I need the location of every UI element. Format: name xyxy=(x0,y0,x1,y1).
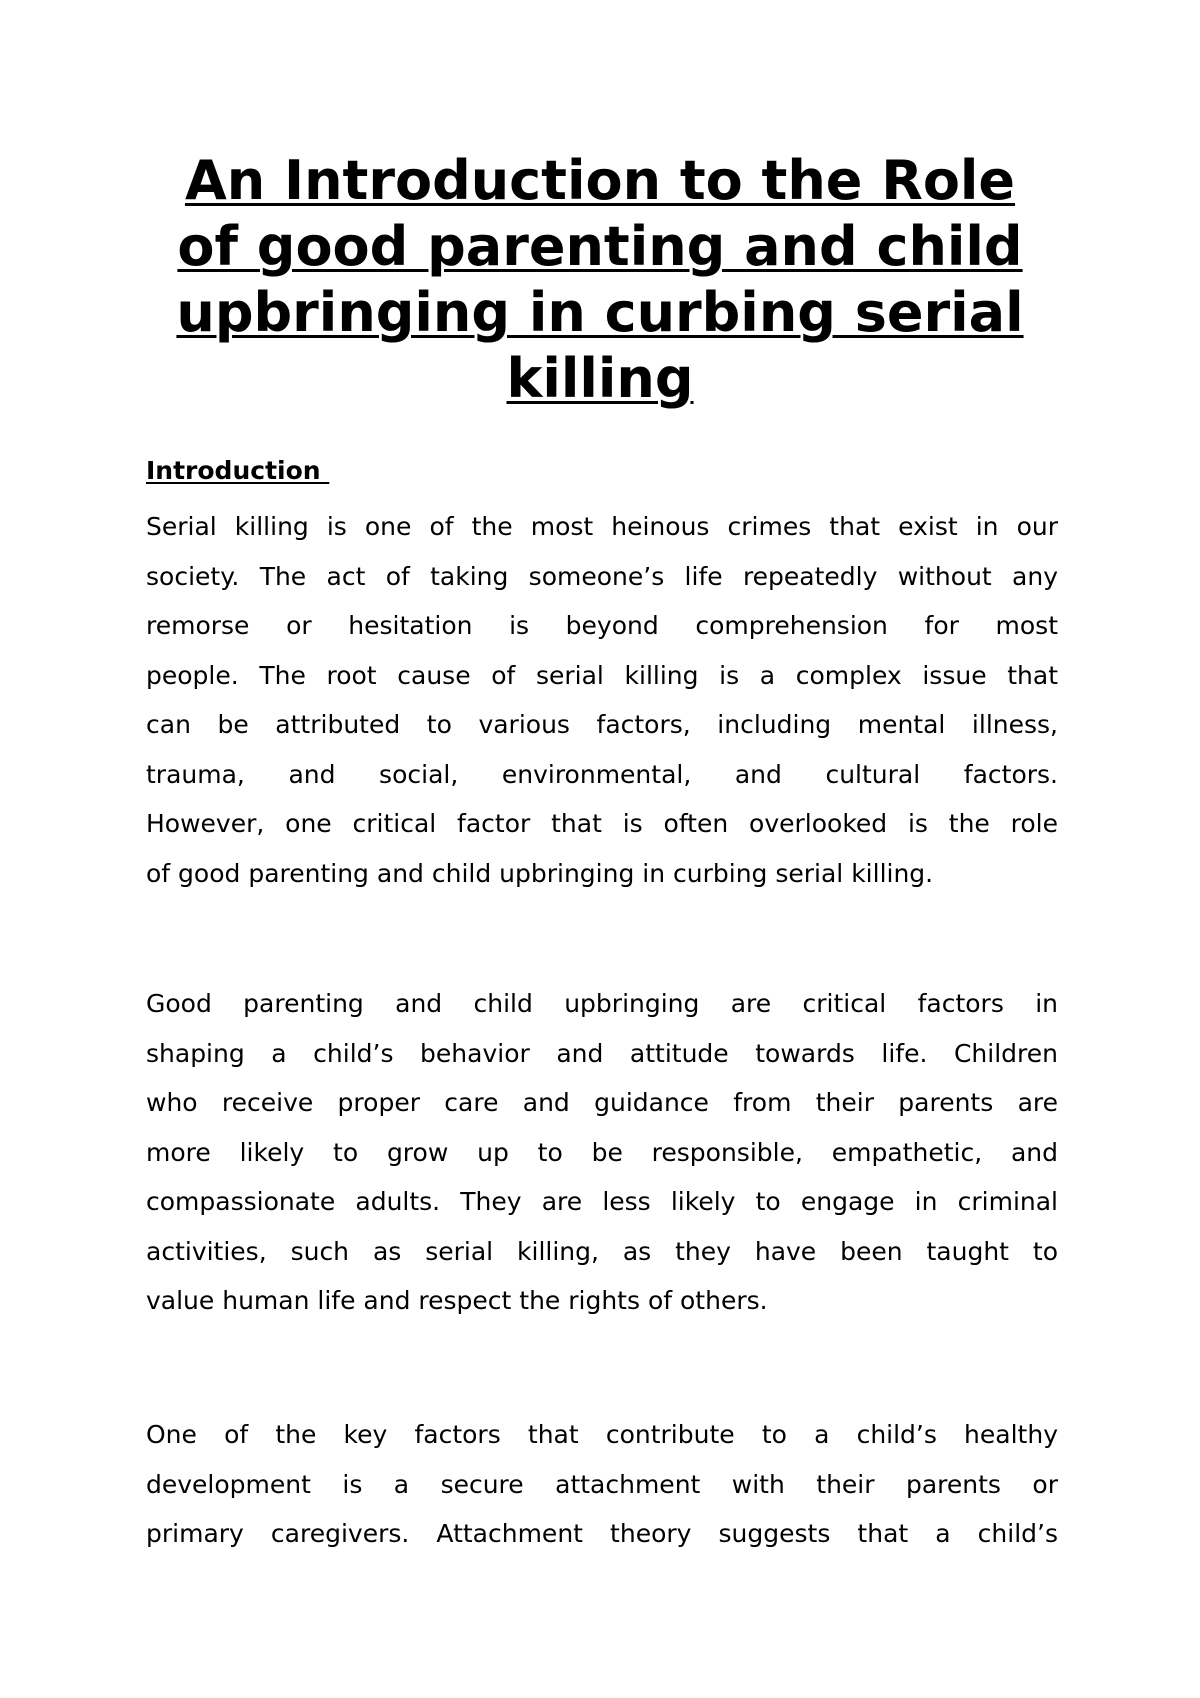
text-line: who receive proper care and guidance from their parents are xyxy=(146,1088,1058,1117)
text-line: trauma, and social, environmental, and cultural factors. xyxy=(146,759,1058,789)
title-line: killing xyxy=(506,347,694,410)
document-title xyxy=(140,148,1060,412)
text-line: activities, such as serial killing, as they have been taught to xyxy=(146,1236,1058,1266)
title-line: upbringing in curbing serial xyxy=(176,281,1024,344)
text-line: However, one critical factor that is often overlooked is the role xyxy=(146,809,1058,838)
paragraph xyxy=(146,1410,1058,1559)
text-line: people. The root cause of serial killing is a complex issue that xyxy=(146,660,1058,690)
text-line: One of the key factors that contribute to a child’s healthy xyxy=(146,1420,1058,1449)
text-line: shaping a child’s behavior and attitude towards life. Children xyxy=(146,1038,1058,1068)
text-line: can be attributed to various factors, including mental illness, xyxy=(146,710,1058,739)
text-line: Good parenting and child upbringing are critical factors in xyxy=(146,989,1058,1018)
section-heading-introduction: Introduction xyxy=(146,456,330,485)
text-line: more likely to grow up to be responsible, empathetic, and xyxy=(146,1137,1058,1167)
title-line: of good parenting and child xyxy=(177,215,1023,278)
text-line: Serial killing is one of the most heinous crimes that exist in our xyxy=(146,512,1058,541)
title-line: An Introduction to the Role xyxy=(184,149,1016,212)
text-line: primary caregivers. Attachment theory suggests that a child’s xyxy=(146,1519,1058,1548)
text-line: development is a secure attachment with their parents or xyxy=(146,1469,1058,1499)
text-line: remorse or hesitation is beyond comprehension for most xyxy=(146,611,1058,640)
paragraph xyxy=(146,979,1058,1326)
text-line: value human life and respect the rights of others. xyxy=(146,1286,768,1315)
text-line: of good parenting and child upbringing in curbing serial killing. xyxy=(146,858,934,888)
paragraph xyxy=(146,502,1058,898)
text-line: compassionate adults. They are less likely to engage in criminal xyxy=(146,1187,1058,1216)
text-line: society. The act of taking someone’s life repeatedly without any xyxy=(146,561,1058,591)
